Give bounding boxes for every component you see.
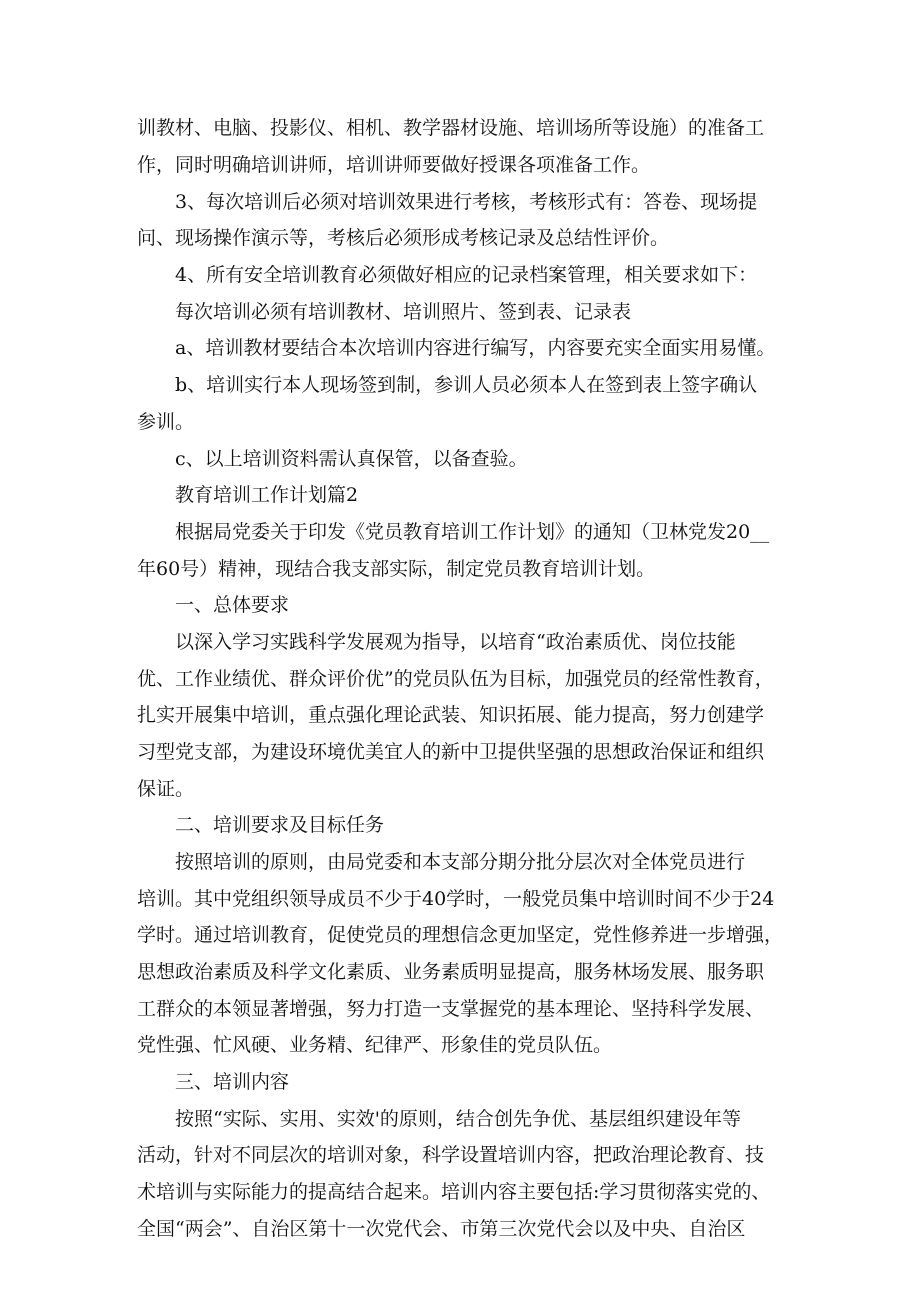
section-heading: 教育培训工作计划篇2 [175, 484, 359, 506]
text-line: a、培训教材要结合本次培训内容进行编写，内容要充实全面实用易懂。 [175, 337, 776, 359]
text-line: 学时。通过培训教育，促使党员的理想信念更加坚定，党性修养进一步增强， [137, 924, 784, 946]
text-line: 按照培训的原则，由局党委和本支部分期分批分层次对全体党员进行 [175, 851, 746, 873]
text-line: c、以上培训资料需认真保管，以备查验。 [175, 448, 528, 470]
text-line: 参训。 [137, 411, 195, 433]
text-line: 扎实开展集中培训，重点强化理论武装、知识拓展、能力提高，努力创建学 [137, 704, 765, 726]
text-line: 优、工作业绩优、群众评价优”的党员队伍为目标，加强党员的经常性教育， [137, 668, 774, 690]
section-heading: 二、培训要求及目标任务 [175, 814, 385, 836]
text-line: 训教材、电脑、投影仪、相机、教学器材设施、培训场所等设施）的准备工 [137, 117, 765, 139]
text-line: 4、所有安全培训教育必须做好相应的记录档案管理，相关要求如下： [175, 264, 758, 286]
section-heading: 三、培训内容 [175, 1071, 290, 1093]
text-line: 工群众的本领显著增强，努力打造一支掌握党的基本理论、坚持科学发展、 [137, 998, 765, 1020]
text-line: 3、每次培训后必须对培训效果进行考核，考核形式有：答卷、现场提 [175, 191, 758, 213]
text-line: 习型党支部，为建设环境优美宜人的新中卫提供坚强的思想政治保证和组织 [137, 741, 765, 763]
text-line: 每次培训必须有培训教材、培训照片、签到表、记录表 [175, 301, 632, 323]
text-line: 保证。 [137, 778, 195, 800]
text-line: 思想政治素质及科学文化素质、业务素质明显提高，服务林场发展、服务职 [137, 961, 765, 983]
text-line: 全国“两会”、自治区第十一次党代会、市第三次党代会以及中央、自治区 [137, 1218, 746, 1240]
text-line: 活动，针对不同层次的培训对象，科学设置培训内容，把政治理论教育、技 [137, 1144, 765, 1166]
text-line: 问、现场操作演示等，考核后必须形成考核记录及总结性评价。 [137, 227, 670, 249]
text-line: b、培训实行本人现场签到制，参训人员必须本人在签到表上签字确认 [175, 374, 758, 396]
text-line: 党性强、忙风硬、业务精、纪律严、形象佳的党员队伍。 [137, 1034, 613, 1056]
section-heading: 一、总体要求 [175, 594, 290, 616]
text-line: 作，同时明确培训讲师，培训讲师要做好授课各项准备工作。 [137, 154, 651, 176]
text-line: 根据局党委关于印发《党员教育培训工作计划》的通知（卫林党发20__ [175, 521, 770, 543]
text-line: 培训。其中党组织领导成员不少于40学时，一般党员集中培训时间不少于24 [137, 888, 775, 910]
text-line: 按照“实际、实用、实效'的原则，结合创先争优、基层组织建设年等 [175, 1108, 741, 1130]
text-line: 以深入学习实践科学发展观为指导，以培育“政治素质优、岗位技能 [175, 631, 736, 653]
text-line: 术培训与实际能力的提高结合起来。培训内容主要包括:学习贯彻落实党的、 [137, 1181, 771, 1203]
text-line: 年60号）精神，现结合我支部实际，制定党员教育培训计划。 [137, 558, 656, 580]
